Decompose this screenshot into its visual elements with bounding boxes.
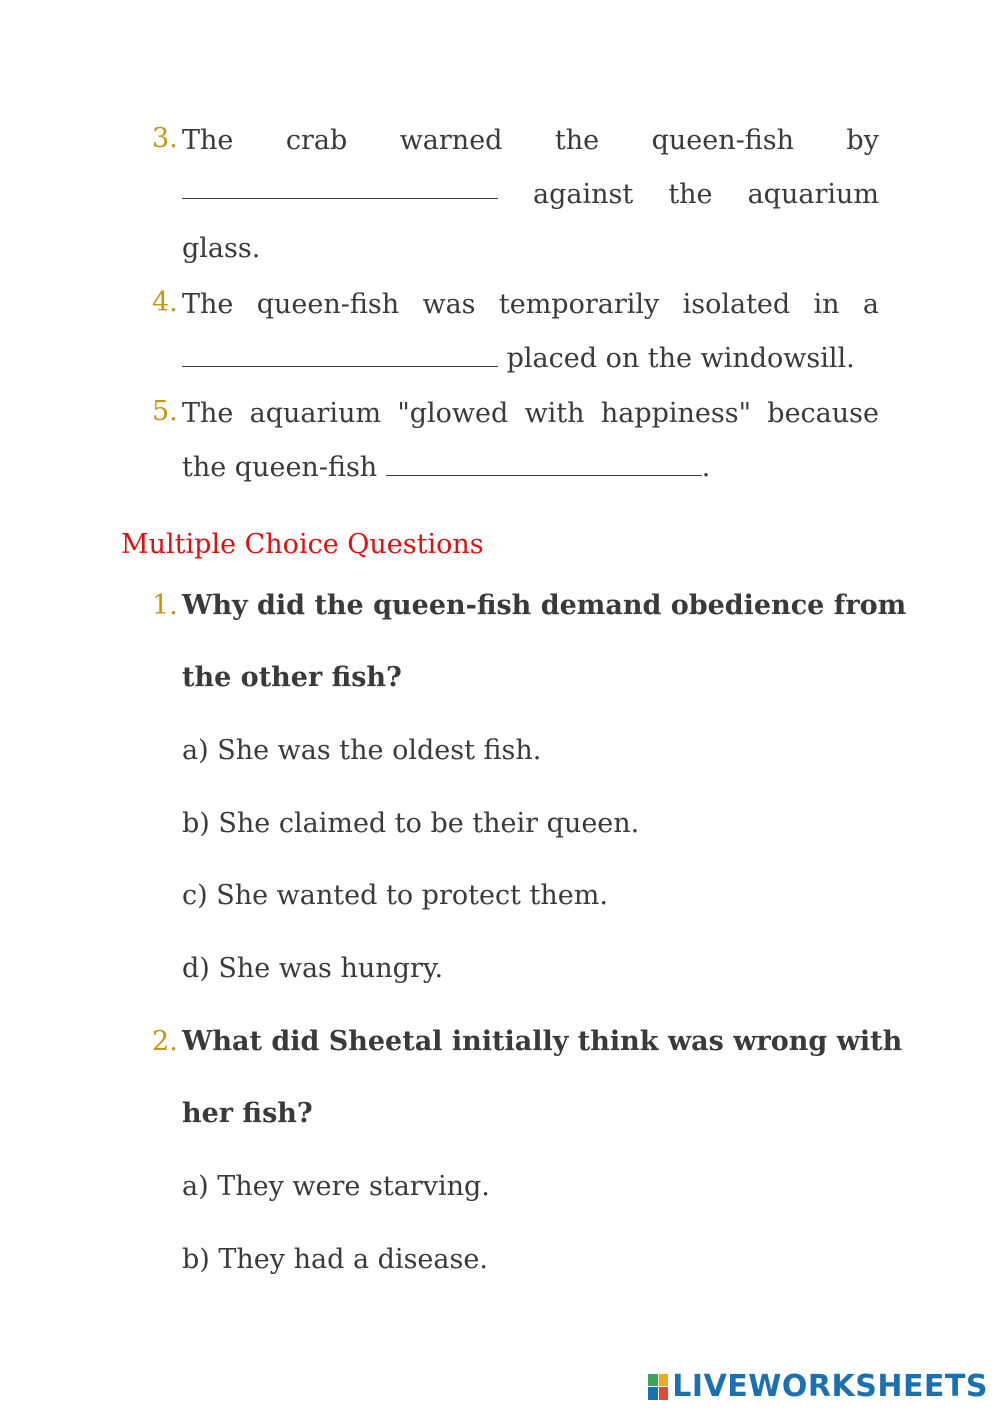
word: because (767, 398, 879, 429)
word: in (813, 289, 840, 320)
item-number: 5. (152, 396, 178, 427)
word: aquarium (747, 179, 879, 210)
word: temporarily (498, 289, 660, 320)
question-number: 2. (152, 1026, 178, 1057)
liveworksheets-logo-icon (648, 1374, 668, 1400)
answer-blank[interactable] (182, 346, 498, 367)
question-1-option-b[interactable]: b) She claimed to be their queen. (182, 808, 640, 839)
item-number: 3. (152, 123, 178, 154)
fill-blank-item-5 (152, 395, 879, 505)
word: The (182, 289, 234, 320)
word: the (554, 125, 600, 156)
word: queen-fish (651, 125, 794, 156)
item-4-line-2 (182, 342, 879, 376)
item-3-line-1 (182, 124, 879, 158)
liveworksheets-logo (648, 1369, 988, 1404)
word: The (182, 125, 234, 156)
text: the queen-fish (182, 452, 386, 483)
word: aquarium (249, 398, 382, 429)
word: queen-fish (256, 289, 400, 320)
word: was (422, 289, 476, 320)
logo-square (659, 1374, 669, 1387)
text: placed on the windowsill. (498, 343, 855, 374)
item-5-line-2 (182, 451, 879, 485)
question-1-option-a[interactable]: a) She was the oldest fish. (182, 735, 542, 766)
question-1-text-line-1: Why did the queen-fish demand obedience from (182, 590, 907, 621)
question-1-option-c[interactable]: c) She wanted to protect them. (182, 880, 608, 911)
question-2-text-line-2: her fish? (182, 1098, 313, 1129)
word: by (846, 125, 879, 156)
item-3-line-3: glass. (182, 233, 261, 264)
section-title: Multiple Choice Questions (121, 529, 484, 560)
question-1-option-d[interactable]: d) She was hungry. (182, 953, 444, 984)
word: a (862, 289, 879, 320)
item-4-line-1 (182, 288, 879, 322)
question-2-option-b[interactable]: b) They had a disease. (182, 1244, 488, 1275)
word: "glowed (397, 398, 509, 429)
fill-blank-item-4 (152, 286, 879, 396)
word: crab (285, 125, 348, 156)
word: warned (399, 125, 503, 156)
logo-square (648, 1387, 658, 1400)
logo-square (648, 1374, 658, 1387)
question-1-text-line-2: the other fish? (182, 662, 402, 693)
word: the (668, 179, 713, 210)
word: with (524, 398, 585, 429)
question-number: 1. (152, 590, 178, 621)
question-2-option-a[interactable]: a) They were starving. (182, 1171, 490, 1202)
word: against (533, 179, 634, 210)
item-5-line-1 (182, 397, 879, 431)
word: The (182, 398, 234, 429)
word: happiness" (600, 398, 752, 429)
word: isolated (682, 289, 791, 320)
item-3-line-2 (182, 178, 879, 212)
answer-blank[interactable] (182, 178, 498, 199)
fill-blank-item-3 (152, 122, 879, 282)
question-2-text-line-1: What did Sheetal initially think was wrong with (182, 1026, 903, 1057)
logo-square (659, 1387, 669, 1400)
item-number: 4. (152, 287, 178, 318)
answer-blank[interactable] (386, 455, 702, 476)
text: . (701, 452, 711, 483)
liveworksheets-logo-text: LIVEWORKSHEETS (672, 1369, 988, 1404)
